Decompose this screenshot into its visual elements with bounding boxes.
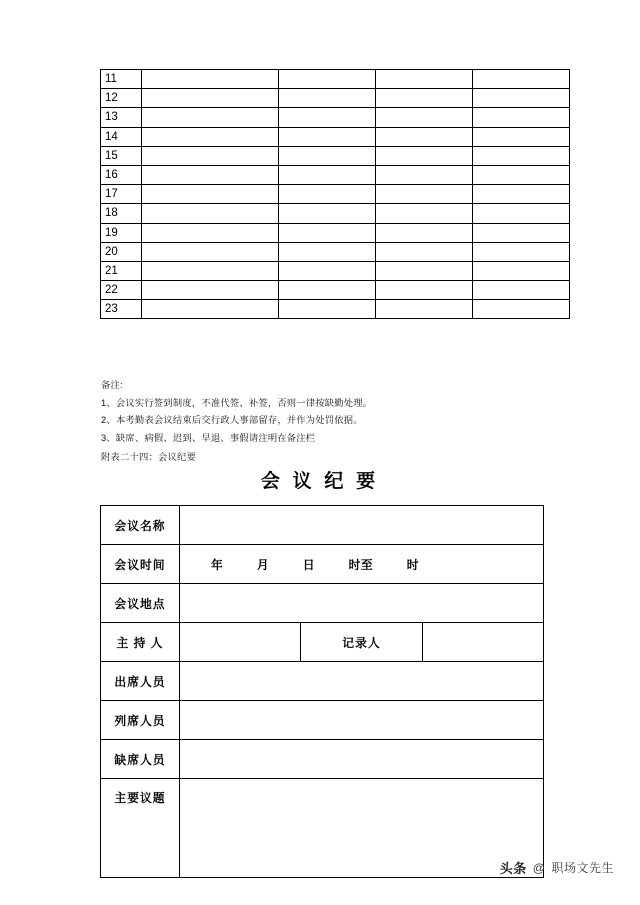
row-cell-4 (376, 281, 473, 300)
attendance-table (100, 69, 570, 319)
row-cell-3 (279, 165, 376, 184)
minutes-value-meeting-name[interactable] (180, 506, 544, 545)
minutes-label-recorder: 记录人 (301, 623, 422, 662)
table-row (101, 242, 570, 261)
row-cell-5 (473, 204, 570, 223)
row-cell-5 (473, 185, 570, 204)
row-cell-2 (142, 242, 279, 261)
minutes-label-observers: 列席人员 (101, 701, 180, 740)
row-cell-3 (279, 261, 376, 280)
attendance-table-body (101, 70, 570, 319)
row-number: 12 (101, 89, 142, 108)
minutes-label-meeting-time: 会议时间 (101, 545, 180, 584)
table-row (101, 261, 570, 280)
table-row (101, 185, 570, 204)
minutes-value-host[interactable] (180, 623, 301, 662)
credit-separator: @ (532, 860, 546, 875)
page-title: 会 议 纪 要 (260, 471, 380, 492)
row-cell-5 (473, 165, 570, 184)
datetime-token-hour-from: 时至 (348, 557, 374, 572)
minutes-row-main-topics (101, 779, 544, 878)
row-cell-4 (376, 242, 473, 261)
minutes-row-attendees (101, 662, 544, 701)
row-cell-2 (142, 300, 279, 319)
minutes-value-absentees[interactable] (180, 740, 544, 779)
row-cell-3 (279, 70, 376, 89)
notes-heading: 备注: (101, 380, 123, 390)
row-cell-4 (376, 185, 473, 204)
row-cell-4 (376, 146, 473, 165)
minutes-value-main-topics[interactable] (180, 779, 544, 878)
minutes-label-meeting-place: 会议地点 (101, 584, 180, 623)
meeting-minutes-body (101, 506, 544, 878)
row-cell-5 (473, 300, 570, 319)
row-number: 17 (101, 185, 142, 204)
minutes-value-meeting-place[interactable] (180, 584, 544, 623)
row-cell-3 (279, 281, 376, 300)
row-number: 11 (101, 70, 142, 89)
row-cell-4 (376, 165, 473, 184)
row-cell-4 (376, 223, 473, 242)
row-cell-5 (473, 146, 570, 165)
row-cell-3 (279, 146, 376, 165)
row-cell-5 (473, 70, 570, 89)
datetime-template (181, 556, 542, 573)
row-cell-3 (279, 242, 376, 261)
row-number: 14 (101, 127, 142, 146)
minutes-row-meeting-place (101, 584, 544, 623)
row-cell-2 (142, 127, 279, 146)
minutes-label-absentees: 缺席人员 (101, 740, 180, 779)
row-number: 23 (101, 300, 142, 319)
row-cell-5 (473, 261, 570, 280)
minutes-row-absentees (101, 740, 544, 779)
minutes-label-meeting-name: 会议名称 (101, 506, 180, 545)
datetime-token-hour-to: 时 (406, 557, 420, 572)
row-cell-5 (473, 281, 570, 300)
row-number: 13 (101, 108, 142, 127)
row-number: 18 (101, 204, 142, 223)
row-number: 15 (101, 146, 142, 165)
row-cell-5 (473, 108, 570, 127)
row-number: 20 (101, 242, 142, 261)
table-row (101, 165, 570, 184)
table-row (101, 89, 570, 108)
minutes-label-host: 主 持 人 (101, 623, 180, 662)
row-cell-2 (142, 108, 279, 127)
row-cell-3 (279, 89, 376, 108)
row-cell-5 (473, 223, 570, 242)
table-row (101, 223, 570, 242)
row-cell-2 (142, 261, 279, 280)
note-item-1: 1、会议实行签到制度，不准代签、补签，否则一律按缺勤处理。 (101, 397, 373, 408)
toutiao-logo: 头条 (499, 861, 527, 876)
row-cell-3 (279, 185, 376, 204)
row-cell-3 (279, 204, 376, 223)
minutes-row-meeting-time (101, 545, 544, 584)
row-number: 22 (101, 281, 142, 300)
table-row (101, 108, 570, 127)
minutes-row-meeting-name (101, 506, 544, 545)
row-cell-3 (279, 223, 376, 242)
minutes-label-attendees: 出席人员 (101, 662, 180, 701)
row-cell-3 (279, 108, 376, 127)
row-cell-4 (376, 261, 473, 280)
row-cell-4 (376, 89, 473, 108)
row-cell-4 (376, 204, 473, 223)
notes-block (101, 377, 561, 447)
minutes-value-attendees[interactable] (180, 662, 544, 701)
row-cell-3 (279, 300, 376, 319)
row-cell-4 (376, 127, 473, 146)
row-number: 21 (101, 261, 142, 280)
row-cell-2 (142, 165, 279, 184)
minutes-row-observers (101, 701, 544, 740)
table-row (101, 146, 570, 165)
row-cell-5 (473, 127, 570, 146)
row-cell-2 (142, 223, 279, 242)
footer-credit (500, 858, 614, 877)
row-number: 16 (101, 165, 142, 184)
table-row (101, 281, 570, 300)
minutes-value-meeting-time[interactable] (180, 545, 544, 584)
row-cell-2 (142, 146, 279, 165)
row-cell-2 (142, 281, 279, 300)
row-cell-5 (473, 89, 570, 108)
minutes-value-observers[interactable] (180, 701, 544, 740)
meeting-minutes-table (100, 505, 544, 878)
row-cell-2 (142, 89, 279, 108)
table-row (101, 300, 570, 319)
row-number: 19 (101, 223, 142, 242)
row-cell-4 (376, 300, 473, 319)
minutes-row-host (101, 623, 544, 662)
minutes-label-main-topics: 主要议题 (101, 779, 180, 878)
datetime-token-month: 月 (256, 557, 270, 572)
datetime-token-year: 年 (211, 557, 224, 572)
row-cell-4 (376, 70, 473, 89)
table-row (101, 204, 570, 223)
row-cell-2 (142, 185, 279, 204)
appendix-label: 附表二十四：会议纪要 (101, 452, 196, 462)
row-cell-4 (376, 108, 473, 127)
minutes-value-recorder[interactable] (422, 623, 543, 662)
table-row (101, 70, 570, 89)
row-cell-2 (142, 204, 279, 223)
note-item-3: 3、缺席、病假、迟到、早退、事假请注明在备注栏 (101, 432, 316, 443)
table-row (101, 127, 570, 146)
datetime-token-day: 日 (302, 557, 316, 572)
row-cell-3 (279, 127, 376, 146)
note-item-2: 2、本考勤表会议结束后交行政人事部留存，并作为处罚依据。 (101, 415, 363, 426)
credit-author: 职场文先生 (551, 861, 614, 875)
row-cell-5 (473, 242, 570, 261)
row-cell-2 (142, 70, 279, 89)
